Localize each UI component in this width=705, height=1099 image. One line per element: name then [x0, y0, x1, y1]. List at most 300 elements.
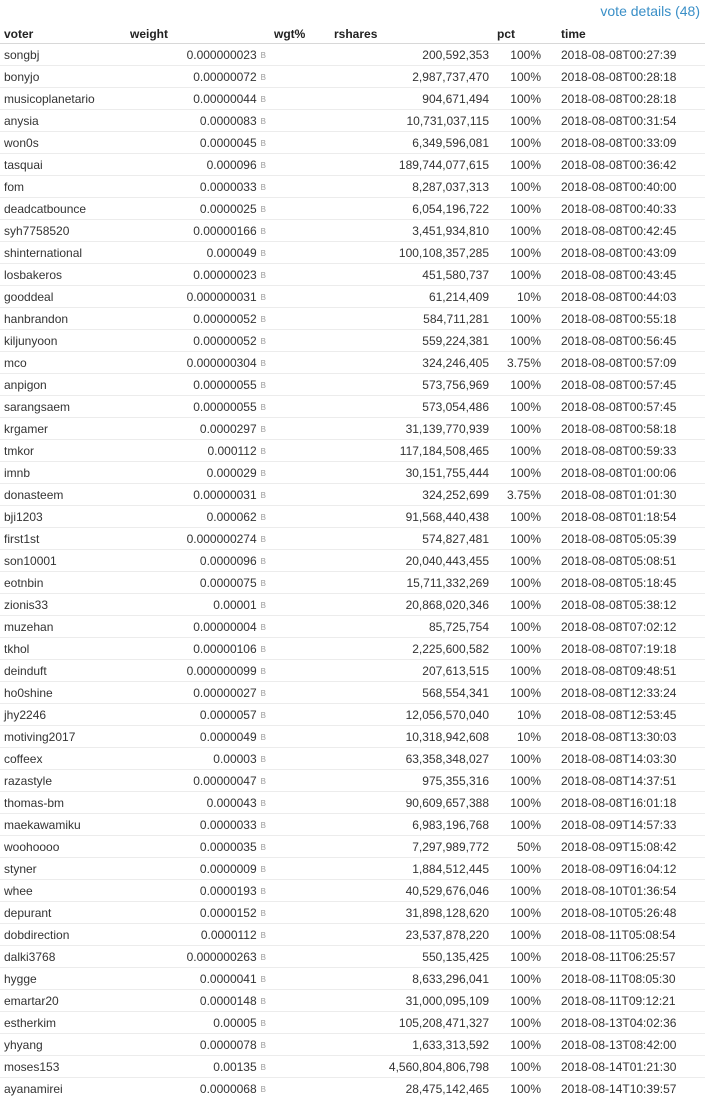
pct-cell: 100% — [493, 242, 545, 264]
weight-unit-icon: B — [260, 534, 266, 544]
wgt-cell — [270, 1056, 330, 1078]
pct-cell: 100% — [493, 594, 545, 616]
wgt-cell — [270, 440, 330, 462]
weight-unit-icon: B — [260, 402, 266, 412]
weight-value: 0.0000025 — [199, 201, 257, 216]
voter-link[interactable]: moses153 — [0, 1056, 126, 1078]
voter-link[interactable]: son10001 — [0, 550, 126, 572]
weight-value: 0.0000193 — [199, 883, 257, 898]
weight-unit-icon: B — [260, 908, 266, 918]
time-cell: 2018-08-11T09:12:21 — [545, 990, 705, 1012]
pct-cell: 3.75% — [493, 484, 545, 506]
weight-cell — [126, 704, 270, 726]
table-row — [0, 506, 705, 528]
pct-cell: 10% — [493, 704, 545, 726]
weight-cell — [126, 462, 270, 484]
weight-unit-icon: B — [260, 358, 266, 368]
weight-unit-icon: B — [260, 798, 266, 808]
voter-link[interactable]: deadcatbounce — [0, 198, 126, 220]
weight-unit-icon: B — [260, 336, 266, 346]
wgt-cell — [270, 66, 330, 88]
rshares-cell: 91,568,440,438 — [330, 506, 493, 528]
rshares-cell: 105,208,471,327 — [330, 1012, 493, 1034]
time-cell: 2018-08-08T00:55:18 — [545, 308, 705, 330]
wgt-cell — [270, 418, 330, 440]
weight-cell — [126, 198, 270, 220]
pct-cell: 100% — [493, 1012, 545, 1034]
table-row — [0, 968, 705, 990]
weight-unit-icon: B — [260, 116, 266, 126]
time-cell: 2018-08-08T14:03:30 — [545, 748, 705, 770]
table-row — [0, 110, 705, 132]
table-row — [0, 374, 705, 396]
weight-unit-icon: B — [260, 754, 266, 764]
voter-link[interactable]: musicoplanetario — [0, 88, 126, 110]
time-cell: 2018-08-08T00:27:39 — [545, 44, 705, 66]
table-row — [0, 682, 705, 704]
time-cell: 2018-08-08T07:19:18 — [545, 638, 705, 660]
pct-cell: 100% — [493, 990, 545, 1012]
pct-cell: 10% — [493, 726, 545, 748]
time-cell: 2018-08-08T05:38:12 — [545, 594, 705, 616]
rshares-cell: 6,983,196,768 — [330, 814, 493, 836]
weight-value: 0.0000112 — [200, 927, 257, 942]
weight-value: 0.0000075 — [199, 575, 257, 590]
weight-unit-icon: B — [260, 578, 266, 588]
pct-cell: 100% — [493, 1078, 545, 1099]
weight-value: 0.00000106 — [193, 641, 257, 656]
weight-cell — [126, 286, 270, 308]
table-row — [0, 704, 705, 726]
voter-link[interactable]: tmkor — [0, 440, 126, 462]
voter-link[interactable]: losbakeros — [0, 264, 126, 286]
column-header-time[interactable]: time — [545, 24, 705, 44]
weight-unit-icon: B — [260, 204, 266, 214]
weight-value: 0.0000057 — [199, 707, 257, 722]
voter-link[interactable]: anysia — [0, 110, 126, 132]
weight-value: 0.000000031 — [186, 289, 257, 304]
pct-cell: 100% — [493, 220, 545, 242]
wgt-cell — [270, 836, 330, 858]
pct-cell: 100% — [493, 308, 545, 330]
weight-cell — [126, 858, 270, 880]
rshares-cell: 550,135,425 — [330, 946, 493, 968]
weight-unit-icon: B — [260, 556, 266, 566]
weight-unit-icon: B — [260, 490, 266, 500]
table-row — [0, 792, 705, 814]
wgt-cell — [270, 550, 330, 572]
time-cell: 2018-08-11T05:08:54 — [545, 924, 705, 946]
rshares-cell: 1,884,512,445 — [330, 858, 493, 880]
pct-cell: 100% — [493, 550, 545, 572]
voter-link[interactable]: krgamer — [0, 418, 126, 440]
rshares-cell: 23,537,878,220 — [330, 924, 493, 946]
table-row — [0, 176, 705, 198]
wgt-cell — [270, 880, 330, 902]
wgt-cell — [270, 462, 330, 484]
voter-link[interactable]: ho0shine — [0, 682, 126, 704]
wgt-cell — [270, 528, 330, 550]
rshares-cell: 10,318,942,608 — [330, 726, 493, 748]
weight-unit-icon: B — [260, 710, 266, 720]
weight-cell — [126, 352, 270, 374]
time-cell: 2018-08-08T01:00:06 — [545, 462, 705, 484]
weight-value: 0.00000004 — [193, 619, 257, 634]
pct-cell: 100% — [493, 88, 545, 110]
weight-unit-icon: B — [260, 1040, 266, 1050]
rshares-cell: 20,868,020,346 — [330, 594, 493, 616]
rshares-cell: 15,711,332,269 — [330, 572, 493, 594]
table-row — [0, 748, 705, 770]
voter-link[interactable]: ayanamirei — [0, 1078, 126, 1099]
pct-cell: 100% — [493, 528, 545, 550]
pct-cell: 100% — [493, 902, 545, 924]
weight-value: 0.0000148 — [199, 993, 257, 1008]
voter-link[interactable]: estherkim — [0, 1012, 126, 1034]
rshares-cell: 559,224,381 — [330, 330, 493, 352]
weight-cell — [126, 506, 270, 528]
voter-link[interactable]: hanbrandon — [0, 308, 126, 330]
weight-cell — [126, 396, 270, 418]
table-row — [0, 770, 705, 792]
wgt-cell — [270, 220, 330, 242]
weight-unit-icon: B — [260, 270, 266, 280]
voter-link[interactable]: eotnbin — [0, 572, 126, 594]
rshares-cell: 189,744,077,615 — [330, 154, 493, 176]
pct-cell: 100% — [493, 110, 545, 132]
weight-cell — [126, 66, 270, 88]
weight-unit-icon: B — [260, 160, 266, 170]
rshares-cell: 584,711,281 — [330, 308, 493, 330]
weight-cell — [126, 44, 270, 66]
voter-link[interactable]: kiljunyoon — [0, 330, 126, 352]
weight-cell — [126, 440, 270, 462]
voter-link[interactable]: fom — [0, 176, 126, 198]
weight-value: 0.0000049 — [199, 729, 257, 744]
weight-cell — [126, 792, 270, 814]
wgt-cell — [270, 176, 330, 198]
time-cell: 2018-08-08T01:18:54 — [545, 506, 705, 528]
vote-details-link[interactable]: vote details (48) — [600, 3, 700, 19]
rshares-cell: 6,349,596,081 — [330, 132, 493, 154]
weight-value: 0.0000152 — [199, 905, 257, 920]
rshares-cell: 2,225,600,582 — [330, 638, 493, 660]
weight-unit-icon: B — [260, 424, 266, 434]
weight-value: 0.000000304 — [186, 355, 257, 370]
wgt-cell — [270, 110, 330, 132]
voter-link[interactable]: won0s — [0, 132, 126, 154]
weight-value: 0.000112 — [207, 443, 257, 458]
weight-unit-icon: B — [260, 292, 266, 302]
wgt-cell — [270, 726, 330, 748]
rshares-cell: 28,475,142,465 — [330, 1078, 493, 1099]
rshares-cell: 20,040,443,455 — [330, 550, 493, 572]
time-cell: 2018-08-08T00:58:18 — [545, 418, 705, 440]
voter-link[interactable]: razastyle — [0, 770, 126, 792]
wgt-cell — [270, 924, 330, 946]
table-row — [0, 484, 705, 506]
time-cell: 2018-08-08T00:36:42 — [545, 154, 705, 176]
voter-link[interactable]: thomas-bm — [0, 792, 126, 814]
weight-cell — [126, 176, 270, 198]
wgt-cell — [270, 770, 330, 792]
table-row — [0, 858, 705, 880]
weight-value: 0.00000044 — [193, 91, 257, 106]
weight-value: 0.000000099 — [186, 663, 257, 678]
voter-link[interactable]: maekawamiku — [0, 814, 126, 836]
rshares-cell: 30,151,755,444 — [330, 462, 493, 484]
table-row — [0, 352, 705, 374]
weight-value: 0.0000033 — [199, 817, 257, 832]
weight-cell — [126, 968, 270, 990]
weight-unit-icon: B — [260, 776, 266, 786]
column-header-voter[interactable]: voter — [0, 24, 126, 44]
column-header-pct[interactable]: pct — [493, 24, 545, 44]
weight-cell — [126, 528, 270, 550]
weight-value: 0.00000055 — [193, 377, 257, 392]
time-cell: 2018-08-08T00:40:00 — [545, 176, 705, 198]
pct-cell: 100% — [493, 66, 545, 88]
voter-link[interactable]: zionis33 — [0, 594, 126, 616]
voter-link[interactable]: whee — [0, 880, 126, 902]
pct-cell: 100% — [493, 462, 545, 484]
wgt-cell — [270, 1012, 330, 1034]
weight-unit-icon: B — [260, 996, 266, 1006]
weight-unit-icon: B — [260, 732, 266, 742]
pct-cell: 100% — [493, 154, 545, 176]
voter-link[interactable]: emartar20 — [0, 990, 126, 1012]
weight-cell — [126, 88, 270, 110]
voter-link[interactable]: tasquai — [0, 154, 126, 176]
table-row — [0, 836, 705, 858]
time-cell: 2018-08-08T16:01:18 — [545, 792, 705, 814]
rshares-cell: 1,633,313,592 — [330, 1034, 493, 1056]
weight-unit-icon: B — [260, 94, 266, 104]
weight-cell — [126, 924, 270, 946]
voter-link[interactable]: bji1203 — [0, 506, 126, 528]
voter-link[interactable]: songbj — [0, 44, 126, 66]
time-cell: 2018-08-08T00:43:09 — [545, 242, 705, 264]
voter-link[interactable]: motiving2017 — [0, 726, 126, 748]
voter-link[interactable]: yhyang — [0, 1034, 126, 1056]
weight-value: 0.00001 — [213, 597, 257, 612]
weight-value: 0.00135 — [213, 1059, 257, 1074]
weight-cell — [126, 308, 270, 330]
table-row — [0, 66, 705, 88]
top-bar — [0, 0, 705, 24]
pct-cell: 100% — [493, 506, 545, 528]
pct-cell: 100% — [493, 682, 545, 704]
weight-value: 0.000043 — [206, 795, 257, 810]
voter-link[interactable]: donasteem — [0, 484, 126, 506]
table-row — [0, 44, 705, 66]
voter-link[interactable]: woohoooo — [0, 836, 126, 858]
wgt-cell — [270, 660, 330, 682]
wgt-cell — [270, 968, 330, 990]
time-cell: 2018-08-08T14:37:51 — [545, 770, 705, 792]
weight-unit-icon: B — [260, 512, 266, 522]
pct-cell: 10% — [493, 286, 545, 308]
voter-link[interactable]: shinternational — [0, 242, 126, 264]
time-cell: 2018-08-08T00:28:18 — [545, 66, 705, 88]
rshares-cell: 200,592,353 — [330, 44, 493, 66]
weight-value: 0.0000035 — [199, 839, 257, 854]
pct-cell: 100% — [493, 374, 545, 396]
weight-unit-icon: B — [260, 886, 266, 896]
time-cell: 2018-08-11T08:05:30 — [545, 968, 705, 990]
time-cell: 2018-08-09T14:57:33 — [545, 814, 705, 836]
time-cell: 2018-08-10T01:36:54 — [545, 880, 705, 902]
pct-cell: 100% — [493, 946, 545, 968]
voter-link[interactable]: syh7758520 — [0, 220, 126, 242]
pct-cell: 100% — [493, 418, 545, 440]
voter-link[interactable]: anpigon — [0, 374, 126, 396]
table-row — [0, 550, 705, 572]
weight-value: 0.00000023 — [193, 267, 257, 282]
weight-value: 0.00000052 — [193, 333, 257, 348]
pct-cell: 100% — [493, 1034, 545, 1056]
column-header-wgt[interactable]: wgt% — [270, 24, 330, 44]
weight-value: 0.0000078 — [199, 1037, 257, 1052]
time-cell: 2018-08-08T09:48:51 — [545, 660, 705, 682]
wgt-cell — [270, 484, 330, 506]
table-row — [0, 242, 705, 264]
weight-unit-icon: B — [260, 72, 266, 82]
time-cell: 2018-08-08T00:42:45 — [545, 220, 705, 242]
time-cell: 2018-08-09T16:04:12 — [545, 858, 705, 880]
weight-cell — [126, 374, 270, 396]
weight-value: 0.0000083 — [199, 113, 257, 128]
time-cell: 2018-08-13T08:42:00 — [545, 1034, 705, 1056]
rshares-cell: 2,987,737,470 — [330, 66, 493, 88]
weight-unit-icon: B — [260, 138, 266, 148]
wgt-cell — [270, 330, 330, 352]
time-cell: 2018-08-10T05:26:48 — [545, 902, 705, 924]
weight-unit-icon: B — [260, 930, 266, 940]
time-cell: 2018-08-08T05:18:45 — [545, 572, 705, 594]
weight-cell — [126, 880, 270, 902]
table-row — [0, 220, 705, 242]
time-cell: 2018-08-08T00:59:33 — [545, 440, 705, 462]
weight-cell — [126, 242, 270, 264]
rshares-cell: 573,054,486 — [330, 396, 493, 418]
rshares-cell: 63,358,348,027 — [330, 748, 493, 770]
votes-table — [0, 24, 705, 1099]
weight-value: 0.000049 — [206, 245, 257, 260]
voter-link[interactable]: sarangsaem — [0, 396, 126, 418]
voter-link[interactable]: dalki3768 — [0, 946, 126, 968]
voter-link[interactable]: tkhol — [0, 638, 126, 660]
table-row — [0, 638, 705, 660]
table-row — [0, 132, 705, 154]
rshares-cell: 574,827,481 — [330, 528, 493, 550]
weight-cell — [126, 990, 270, 1012]
voter-link[interactable]: coffeex — [0, 748, 126, 770]
pct-cell: 100% — [493, 1056, 545, 1078]
time-cell: 2018-08-14T10:39:57 — [545, 1078, 705, 1099]
pct-cell: 50% — [493, 836, 545, 858]
column-header-weight[interactable]: weight — [126, 24, 270, 44]
time-cell: 2018-08-08T07:02:12 — [545, 616, 705, 638]
voter-link[interactable]: depurant — [0, 902, 126, 924]
table-row — [0, 1078, 705, 1099]
table-row — [0, 462, 705, 484]
weight-value: 0.0000068 — [199, 1081, 257, 1096]
voter-link[interactable]: imnb — [0, 462, 126, 484]
table-row — [0, 814, 705, 836]
wgt-cell — [270, 638, 330, 660]
weight-cell — [126, 1034, 270, 1056]
table-row — [0, 1012, 705, 1034]
wgt-cell — [270, 242, 330, 264]
weight-unit-icon: B — [260, 468, 266, 478]
wgt-cell — [270, 946, 330, 968]
wgt-cell — [270, 1034, 330, 1056]
voter-link[interactable]: muzehan — [0, 616, 126, 638]
weight-value: 0.000029 — [206, 465, 257, 480]
voter-link[interactable]: first1st — [0, 528, 126, 550]
voter-link[interactable]: styner — [0, 858, 126, 880]
pct-cell: 100% — [493, 748, 545, 770]
table-row — [0, 308, 705, 330]
voter-link[interactable]: dobdirection — [0, 924, 126, 946]
weight-value: 0.00000027 — [193, 685, 257, 700]
rshares-cell: 12,056,570,040 — [330, 704, 493, 726]
pct-cell: 100% — [493, 792, 545, 814]
rshares-cell: 117,184,508,465 — [330, 440, 493, 462]
rshares-cell: 3,451,934,810 — [330, 220, 493, 242]
rshares-cell: 975,355,316 — [330, 770, 493, 792]
weight-unit-icon: B — [260, 952, 266, 962]
pct-cell: 100% — [493, 396, 545, 418]
weight-unit-icon: B — [260, 666, 266, 676]
table-row — [0, 990, 705, 1012]
weight-unit-icon: B — [260, 1084, 266, 1094]
weight-cell — [126, 330, 270, 352]
table-row — [0, 1056, 705, 1078]
weight-value: 0.000000263 — [186, 949, 257, 964]
voter-link[interactable]: deinduft — [0, 660, 126, 682]
voter-link[interactable]: bonyjo — [0, 66, 126, 88]
pct-cell: 100% — [493, 132, 545, 154]
weight-unit-icon: B — [260, 842, 266, 852]
wgt-cell — [270, 44, 330, 66]
pct-cell: 100% — [493, 198, 545, 220]
time-cell: 2018-08-08T00:31:54 — [545, 110, 705, 132]
rshares-cell: 40,529,676,046 — [330, 880, 493, 902]
voter-link[interactable]: mco — [0, 352, 126, 374]
weight-value: 0.0000033 — [199, 179, 257, 194]
time-cell: 2018-08-08T12:33:24 — [545, 682, 705, 704]
voter-link[interactable]: hygge — [0, 968, 126, 990]
pct-cell: 100% — [493, 638, 545, 660]
weight-unit-icon: B — [260, 226, 266, 236]
column-header-rshares[interactable]: rshares — [330, 24, 493, 44]
weight-unit-icon: B — [260, 182, 266, 192]
voter-link[interactable]: gooddeal — [0, 286, 126, 308]
voter-link[interactable]: jhy2246 — [0, 704, 126, 726]
time-cell: 2018-08-08T00:28:18 — [545, 88, 705, 110]
rshares-cell: 207,613,515 — [330, 660, 493, 682]
table-row — [0, 924, 705, 946]
weight-cell — [126, 264, 270, 286]
table-row — [0, 880, 705, 902]
weight-cell — [126, 220, 270, 242]
weight-value: 0.000000274 — [186, 531, 257, 546]
time-cell: 2018-08-08T05:05:39 — [545, 528, 705, 550]
time-cell: 2018-08-08T13:30:03 — [545, 726, 705, 748]
table-row — [0, 594, 705, 616]
